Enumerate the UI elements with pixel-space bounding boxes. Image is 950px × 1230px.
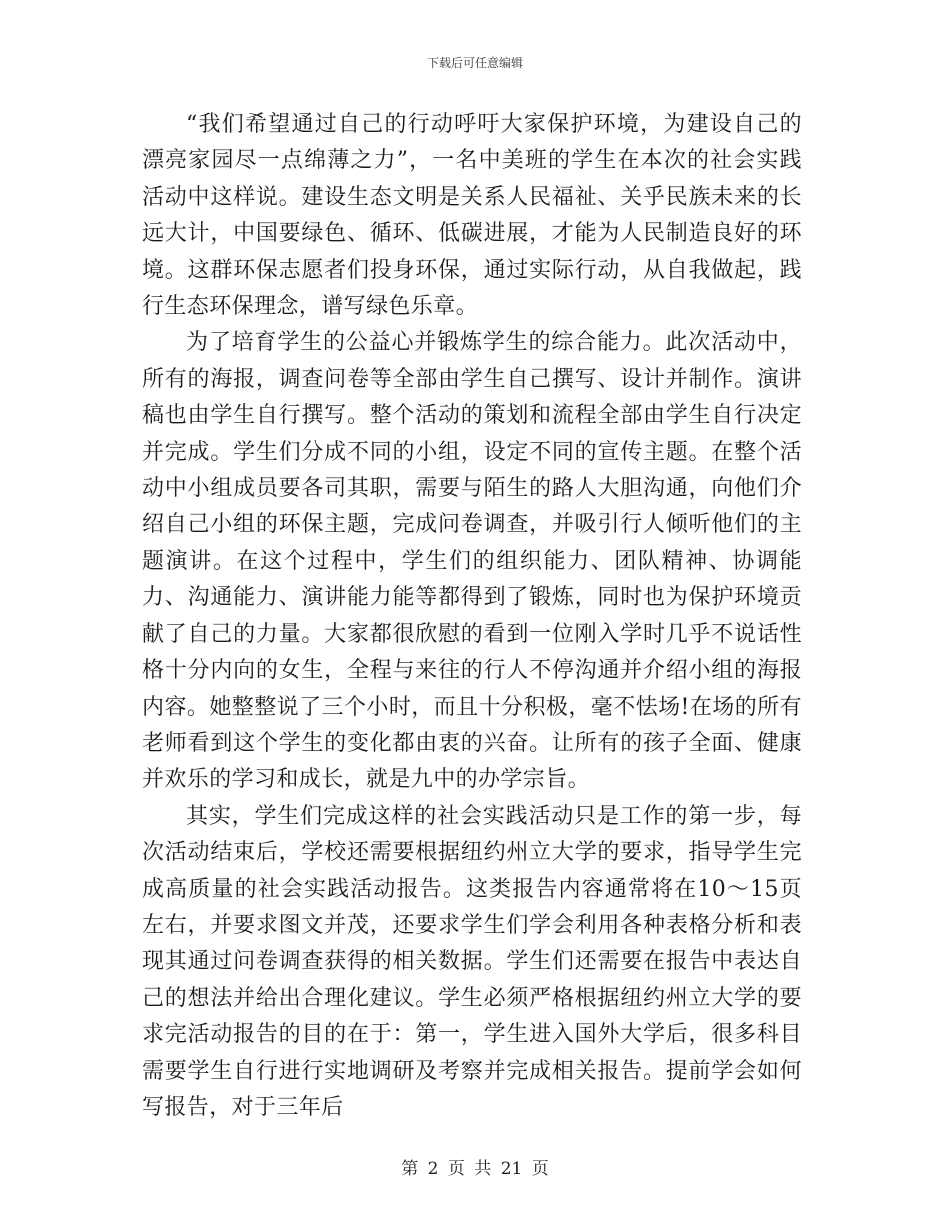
page-header-note: 下载后可任意编辑 (426, 56, 523, 70)
paragraph-2: 为了培育学生的公益心并锻炼学生的综合能力。此次活动中，所有的海报，调查问卷等全部由学生自己撰写、设计并制作。演讲稿也由学生自行撰写。整个活动的策划和流程全部由学生自行决定并完成。学生们分成不同的小组，设定不同的宣传主题。在整个活动中小组成员要各司其职，需要与陌生的路人大胆沟通，向他们介绍自己小组的环保主题，完成问卷调查，并吸引行人倾听他们的主题演讲。在这个过程中，学生们的组织能力、团队精神、协调能力、沟通能力、演讲能力能等都得到了锻炼，同时也为保护环境贡献了自己的力量。大家都很欣慰的看到一位刚入学时几乎不说话性格十分内向的女生，全程与来往的行人不停沟通并介绍小组的海报内容。她整整说了三个小时，而且十分积极，毫不怯场!在场的所有老师看到这个学生的变化都由衷的兴奋。让所有的孩子全面、健康并欢乐的学习和成长，就是九中的办学宗旨。 (142, 330, 802, 793)
document-body (142, 107, 802, 1126)
page-number: 第 2 页 共 21 页 (401, 1159, 549, 1179)
paragraph-1: “我们希望通过自己的行动呼吁大家保护环境，为建设自己的漂亮家园尽一点绵薄之力”，一名中美班的学生在本次的社会实践活动中这样说。建设生态文明是关系人民福祉、关乎民族未来的长远大计，中国要绿色、循环、低碳进展，才能为人民制造良好的环境。这群环保志愿者们投身环保，通过实际行动，从自我做起，践行生态环保理念，谱写绿色乐章。 (142, 112, 802, 320)
paragraph-3: 其实，学生们完成这样的社会实践活动只是工作的第一步，每次活动结束后，学校还需要根据纽约州立大学的要求，指导学生完成高质量的社会实践活动报告。这类报告内容通常将在10～15页左右，并要求图文并茂，还要求学生们学会利用各种表格分析和表现其通过问卷调查获得的相关数据。学生们还需要在报告中表达自己的想法并给出合理化建议。学生必须严格根据纽约州立大学的要求完活动报告的目的在于：第一，学生进入国外大学后，很多科目需要学生自行进行实地调研及考察并完成相关报告。提前学会如何写报告，对于三年后 (142, 803, 802, 1120)
